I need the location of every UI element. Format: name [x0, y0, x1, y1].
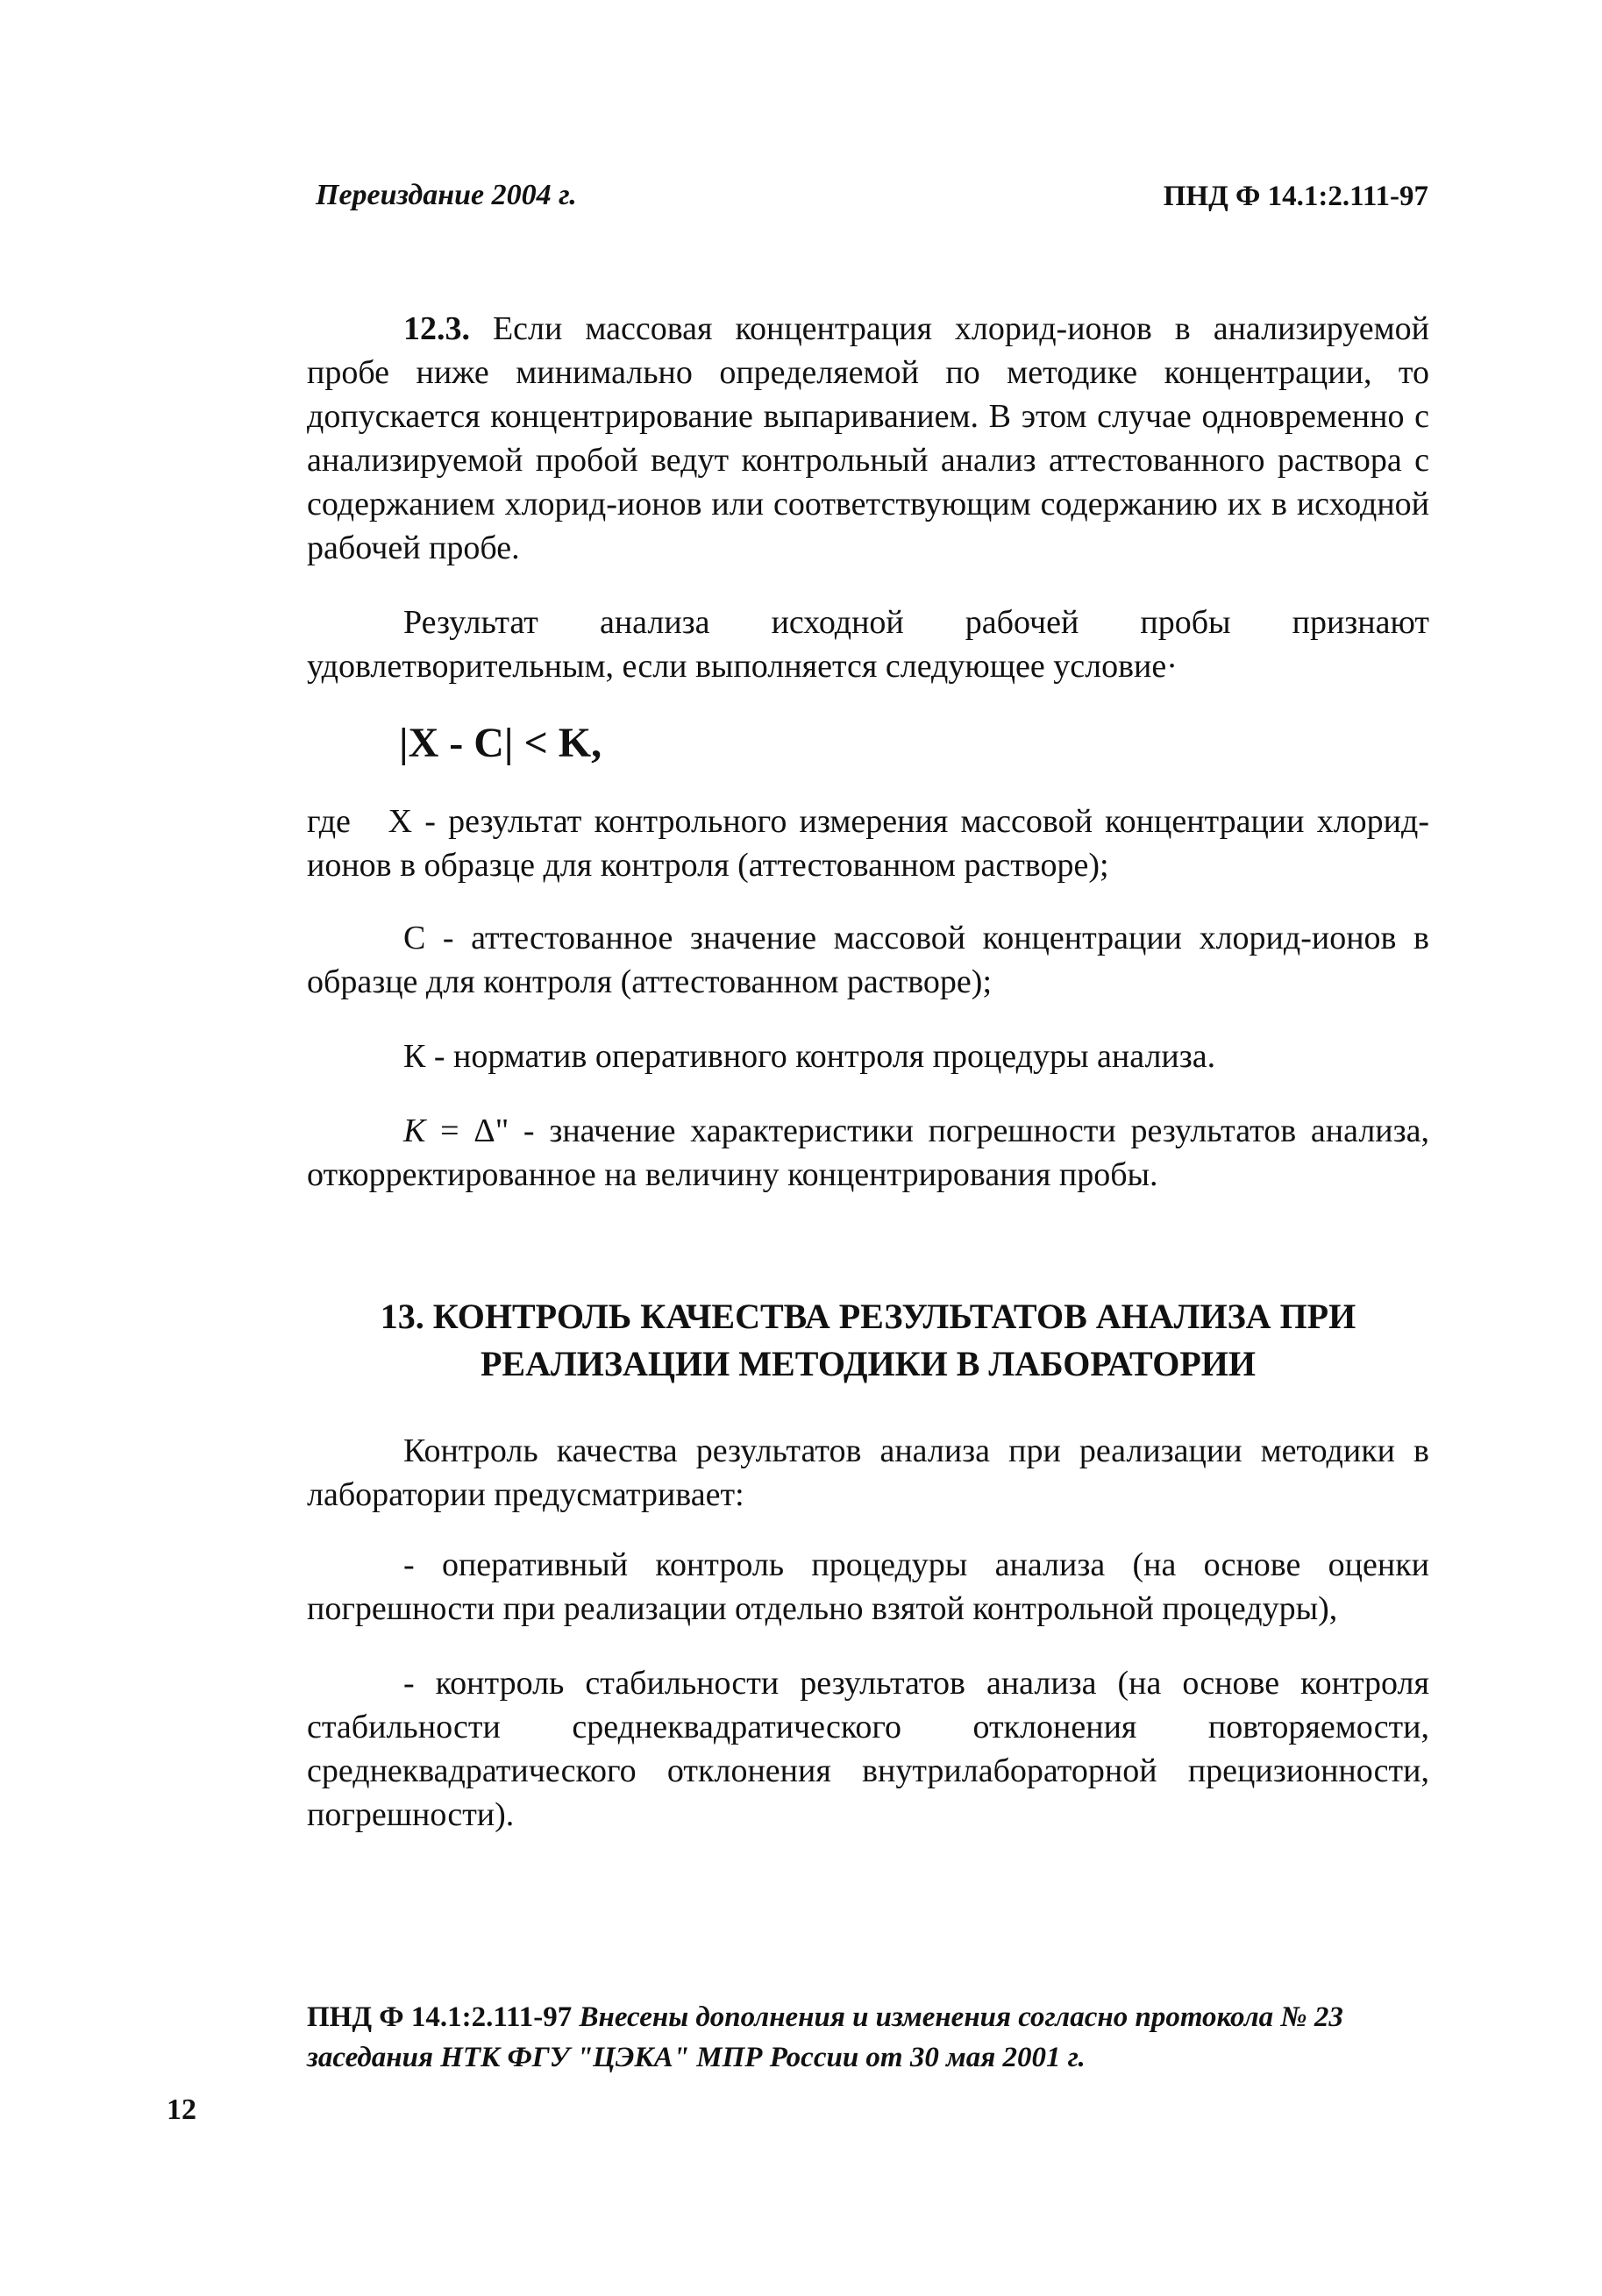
definition-x-text: X - результат контрольного измерения массовой концентрации хлорид-ионов в образце для контроля (аттестованном растворе);	[307, 803, 1429, 884]
paragraph-12-3	[307, 307, 1429, 570]
section-13-heading	[307, 1293, 1429, 1388]
where-label: где	[307, 803, 351, 840]
definition-x	[307, 800, 1429, 887]
footer-amendment-text: Внесены дополнения и изменения согласно протокола № 23 заседания НТК ФГУ "ЦЭКА" МПР России от 30 мая 2001 г.	[307, 2001, 1343, 2073]
definition-k-value	[307, 1109, 1429, 1197]
footer-note	[307, 1997, 1447, 2078]
result-condition-paragraph: Результат анализа исходной рабочей пробы признают удовлетворительным, если выполняется следующее условие·	[307, 604, 1429, 685]
heading-line-2: РЕАЛИЗАЦИИ МЕТОДИКИ В ЛАБОРАТОРИИ	[481, 1344, 1256, 1383]
k-symbol: K	[403, 1112, 426, 1149]
reprint-note: Переиздание 2004 г.	[316, 179, 577, 211]
k-value-text: = Δ" - значение характеристики погрешности результатов анализа, откорректированное на величину концентрирования пробы.	[307, 1112, 1429, 1193]
quality-control-intro: Контроль качества результатов анализа при реализации методики в лаборатории предусматривает:	[307, 1432, 1429, 1513]
list-item-operational-control: - оперативный контроль процедуры анализа (на основе оценки погрешности при реализации отдельно взятой контрольной процедуры),	[307, 1546, 1429, 1627]
clause-number: 12.3.	[403, 310, 470, 347]
definition-c: С - аттестованное значение массовой концентрации хлорид-ионов в образце для контроля (аттестованном растворе);	[307, 920, 1429, 1000]
heading-line-1: 13. КОНТРОЛЬ КАЧЕСТВА РЕЗУЛЬТАТОВ АНАЛИЗА ПРИ	[380, 1297, 1356, 1336]
list-item-stability-control: - контроль стабильности результатов анализа (на основе контроля стабильности среднеквадратического отклонения повторяемости, среднеквадратического отклонения внутрилабораторной прецизионности, погрешности).	[307, 1665, 1429, 1833]
definition-k: К - норматив оперативного контроля процедуры анализа.	[403, 1038, 1216, 1075]
document-code: ПНД Ф 14.1:2.111-97	[1163, 181, 1428, 212]
footer-doc-code: ПНД Ф 14.1:2.111-97	[307, 2001, 573, 2033]
clause-text: Если массовая концентрация хлорид-ионов в анализируемой пробе ниже минимально определяемой по методике концентрации, то допускается концентрирование выпариванием. В этом случае одновременно с анализируемой пробой ведут контрольный анализ аттестованного раствора с содержанием хлорид-ионов или соответствующим содержанию их в исходной рабочей пробе.	[307, 310, 1429, 566]
page-number: 12	[167, 2093, 196, 2126]
condition-formula: |X - C| < K,	[399, 720, 602, 766]
